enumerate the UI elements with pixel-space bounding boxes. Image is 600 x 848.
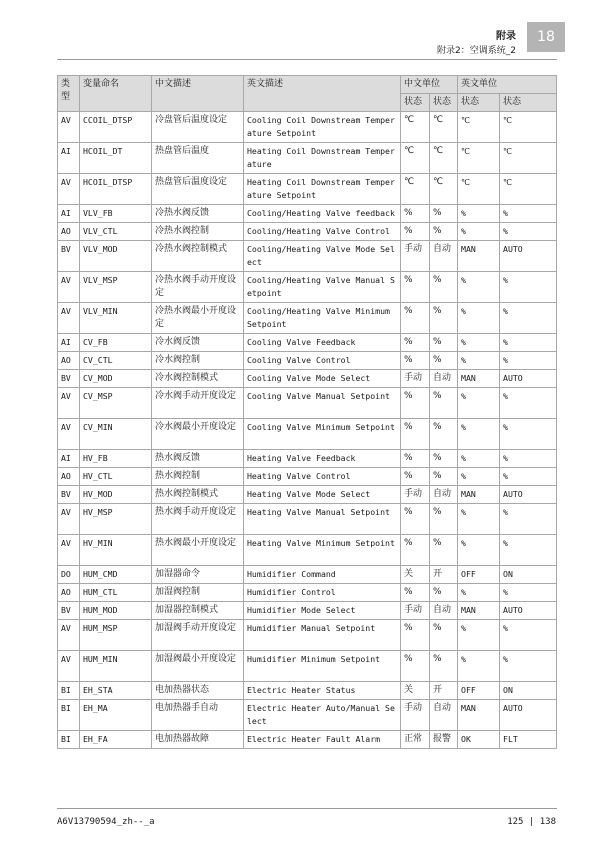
- cell-type: AV: [58, 535, 80, 566]
- cell-en-state-1: MAN: [458, 241, 500, 272]
- cell-zh-desc: 冷热水阀手动开度设定: [152, 272, 244, 303]
- cell-zh-state-1: %: [401, 223, 430, 241]
- cell-type: BV: [58, 241, 80, 272]
- header-zh-state-1: 状态: [401, 94, 430, 112]
- footer-page-number: 125 | 138: [507, 817, 556, 827]
- cell-var-name: CCOIL_DTSP: [80, 112, 152, 143]
- cell-zh-state-1: 关: [401, 682, 430, 700]
- cell-zh-state-2: 开: [430, 682, 458, 700]
- cell-en-state-1: %: [458, 535, 500, 566]
- cell-en-state-2: %: [500, 535, 557, 566]
- cell-en-desc: Cooling Coil Downstream Temperature Setpoint: [244, 112, 401, 143]
- cell-zh-desc: 热水阀控制: [152, 468, 244, 486]
- table-row: [58, 651, 557, 682]
- header-zh-unit: 中文单位: [401, 76, 458, 94]
- cell-en-state-2: ON: [500, 566, 557, 584]
- cell-zh-state-2: %: [430, 223, 458, 241]
- cell-en-state-2: %: [500, 205, 557, 223]
- cell-zh-state-2: %: [430, 535, 458, 566]
- cell-zh-desc: 冷盘管后温度设定: [152, 112, 244, 143]
- cell-en-state-1: %: [458, 334, 500, 352]
- cell-en-state-2: %: [500, 584, 557, 602]
- cell-zh-state-1: %: [401, 388, 430, 419]
- cell-var-name: HUM_CTL: [80, 584, 152, 602]
- table-row: [58, 419, 557, 450]
- cell-en-state-1: %: [458, 205, 500, 223]
- cell-en-desc: Cooling/Heating Valve feedback: [244, 205, 401, 223]
- table-row: [58, 450, 557, 468]
- cell-zh-state-1: ℃: [401, 174, 430, 205]
- cell-zh-state-2: %: [430, 303, 458, 334]
- cell-zh-state-2: ℃: [430, 174, 458, 205]
- cell-en-desc: Electric Heater Status: [244, 682, 401, 700]
- table-row: [58, 205, 557, 223]
- table-row: [58, 272, 557, 303]
- cell-en-state-1: %: [458, 504, 500, 535]
- cell-zh-desc: 热水阀反馈: [152, 450, 244, 468]
- cell-var-name: HV_MSP: [80, 504, 152, 535]
- cell-en-desc: Cooling/Heating Valve Minimum Setpoint: [244, 303, 401, 334]
- cell-en-state-1: %: [458, 272, 500, 303]
- cell-zh-state-1: 手动: [401, 486, 430, 504]
- cell-zh-desc: 冷热水阀最小开度设定: [152, 303, 244, 334]
- cell-zh-desc: 热水阀控制模式: [152, 486, 244, 504]
- table-row: [58, 504, 557, 535]
- cell-var-name: HV_FB: [80, 450, 152, 468]
- cell-zh-state-2: 自动: [430, 700, 458, 731]
- cell-zh-state-2: %: [430, 468, 458, 486]
- cell-zh-desc: 加湿阀手动开度设定: [152, 620, 244, 651]
- cell-en-desc: Humidifier Minimum Setpoint: [244, 651, 401, 682]
- cell-zh-desc: 冷水阀手动开度设定: [152, 388, 244, 419]
- cell-var-name: EH_MA: [80, 700, 152, 731]
- cell-zh-desc: 冷水阀控制: [152, 352, 244, 370]
- cell-zh-desc: 电加热器手自动: [152, 700, 244, 731]
- cell-zh-state-1: 手动: [401, 241, 430, 272]
- cell-zh-state-2: ℃: [430, 112, 458, 143]
- cell-type: AO: [58, 468, 80, 486]
- cell-en-desc: Cooling/Heating Valve Mode Select: [244, 241, 401, 272]
- cell-en-state-2: AUTO: [500, 370, 557, 388]
- cell-zh-state-2: ℃: [430, 143, 458, 174]
- cell-type: AO: [58, 223, 80, 241]
- cell-zh-state-2: %: [430, 388, 458, 419]
- cell-var-name: VLV_MIN: [80, 303, 152, 334]
- table-row: [58, 486, 557, 504]
- header-zh-state-2: 状态: [430, 94, 458, 112]
- cell-zh-state-2: %: [430, 584, 458, 602]
- header-en-unit: 英文单位: [458, 76, 557, 94]
- cell-en-state-2: AUTO: [500, 602, 557, 620]
- cell-en-state-2: ℃: [500, 112, 557, 143]
- cell-en-desc: Cooling Valve Minimum Setpoint: [244, 419, 401, 450]
- cell-var-name: HUM_MSP: [80, 620, 152, 651]
- cell-en-state-2: AUTO: [500, 700, 557, 731]
- cell-en-desc: Heating Valve Control: [244, 468, 401, 486]
- header-en-desc: 英文描述: [244, 76, 401, 112]
- table-row: [58, 602, 557, 620]
- cell-type: BV: [58, 486, 80, 504]
- cell-en-state-2: %: [500, 352, 557, 370]
- cell-zh-state-2: %: [430, 352, 458, 370]
- table-row: [58, 468, 557, 486]
- cell-var-name: HUM_MIN: [80, 651, 152, 682]
- cell-zh-state-2: 开: [430, 566, 458, 584]
- cell-zh-state-1: 手动: [401, 602, 430, 620]
- table-row: [58, 241, 557, 272]
- cell-type: AV: [58, 419, 80, 450]
- cell-en-state-2: ℃: [500, 143, 557, 174]
- cell-zh-desc: 热水阀最小开度设定: [152, 535, 244, 566]
- cell-zh-desc: 加湿器命令: [152, 566, 244, 584]
- cell-zh-state-2: 自动: [430, 602, 458, 620]
- cell-type: BV: [58, 602, 80, 620]
- table-row: [58, 731, 557, 749]
- cell-type: BI: [58, 700, 80, 731]
- cell-en-state-1: OFF: [458, 566, 500, 584]
- header-var-name: 变量命名: [80, 76, 152, 112]
- header-en-state-1: 状态: [458, 94, 500, 112]
- cell-en-state-2: %: [500, 450, 557, 468]
- cell-en-state-2: %: [500, 504, 557, 535]
- cell-en-state-2: %: [500, 388, 557, 419]
- cell-var-name: EH_FA: [80, 731, 152, 749]
- cell-en-state-2: %: [500, 272, 557, 303]
- cell-en-state-1: MAN: [458, 370, 500, 388]
- cell-en-state-2: %: [500, 651, 557, 682]
- cell-en-state-2: AUTO: [500, 486, 557, 504]
- table-row: [58, 700, 557, 731]
- cell-en-desc: Cooling Valve Manual Setpoint: [244, 388, 401, 419]
- cell-zh-state-1: %: [401, 272, 430, 303]
- cell-type: AV: [58, 174, 80, 205]
- cell-var-name: CV_FB: [80, 334, 152, 352]
- cell-en-state-1: %: [458, 584, 500, 602]
- cell-zh-state-1: %: [401, 468, 430, 486]
- cell-en-desc: Heating Coil Downstream Temperature Setpoint: [244, 174, 401, 205]
- cell-zh-state-1: 正常: [401, 731, 430, 749]
- cell-type: AI: [58, 450, 80, 468]
- cell-en-state-1: OK: [458, 731, 500, 749]
- cell-type: AV: [58, 303, 80, 334]
- cell-en-state-1: %: [458, 468, 500, 486]
- cell-zh-state-1: %: [401, 419, 430, 450]
- header-zh-desc: 中文描述: [152, 76, 244, 112]
- cell-en-desc: Electric Heater Fault Alarm: [244, 731, 401, 749]
- cell-zh-desc: 冷热水阀反馈: [152, 205, 244, 223]
- cell-type: AO: [58, 584, 80, 602]
- running-header-subtitle: 附录2：空调系统_2: [437, 46, 516, 56]
- table-row: [58, 584, 557, 602]
- cell-en-state-1: %: [458, 419, 500, 450]
- cell-zh-desc: 冷水阀反馈: [152, 334, 244, 352]
- cell-en-state-2: ON: [500, 682, 557, 700]
- cell-var-name: VLV_CTL: [80, 223, 152, 241]
- cell-en-desc: Humidifier Manual Setpoint: [244, 620, 401, 651]
- cell-en-desc: Cooling Valve Mode Select: [244, 370, 401, 388]
- cell-type: AO: [58, 352, 80, 370]
- cell-zh-state-1: 关: [401, 566, 430, 584]
- cell-zh-state-2: %: [430, 419, 458, 450]
- cell-en-state-1: %: [458, 450, 500, 468]
- cell-zh-desc: 热盘管后温度: [152, 143, 244, 174]
- cell-zh-state-1: 手动: [401, 370, 430, 388]
- cell-zh-desc: 电加热器故障: [152, 731, 244, 749]
- cell-zh-state-1: %: [401, 584, 430, 602]
- cell-zh-state-2: %: [430, 504, 458, 535]
- cell-zh-state-1: %: [401, 450, 430, 468]
- table-row: [58, 388, 557, 419]
- cell-en-state-2: AUTO: [500, 241, 557, 272]
- cell-zh-state-2: 报警: [430, 731, 458, 749]
- cell-en-state-1: MAN: [458, 700, 500, 731]
- cell-zh-state-2: 自动: [430, 486, 458, 504]
- cell-zh-state-1: ℃: [401, 143, 430, 174]
- table-row: [58, 682, 557, 700]
- cell-en-state-1: ℃: [458, 112, 500, 143]
- cell-zh-desc: 加湿器控制模式: [152, 602, 244, 620]
- table-row: [58, 174, 557, 205]
- cell-var-name: HUM_CMD: [80, 566, 152, 584]
- table-row: [58, 620, 557, 651]
- table-row: [58, 112, 557, 143]
- footer-doc-id: A6V13790594_zh--_a: [57, 817, 155, 827]
- cell-var-name: HCOIL_DTSP: [80, 174, 152, 205]
- cell-en-desc: Heating Valve Feedback: [244, 450, 401, 468]
- cell-en-desc: Humidifier Control: [244, 584, 401, 602]
- cell-en-state-2: FLT: [500, 731, 557, 749]
- cell-zh-state-2: %: [430, 651, 458, 682]
- cell-zh-state-2: 自动: [430, 370, 458, 388]
- cell-en-state-1: ℃: [458, 143, 500, 174]
- cell-en-desc: Electric Heater Auto/Manual Select: [244, 700, 401, 731]
- cell-var-name: VLV_MOD: [80, 241, 152, 272]
- cell-en-state-1: %: [458, 651, 500, 682]
- cell-var-name: HCOIL_DT: [80, 143, 152, 174]
- cell-en-state-2: %: [500, 468, 557, 486]
- header-type: 类型: [58, 76, 80, 112]
- cell-zh-desc: 冷热水阀控制模式: [152, 241, 244, 272]
- cell-en-state-2: ℃: [500, 174, 557, 205]
- cell-zh-state-1: %: [401, 620, 430, 651]
- cell-var-name: EH_STA: [80, 682, 152, 700]
- cell-zh-state-2: %: [430, 620, 458, 651]
- cell-var-name: HV_MIN: [80, 535, 152, 566]
- cell-zh-desc: 热水阀手动开度设定: [152, 504, 244, 535]
- table-row: [58, 535, 557, 566]
- cell-en-state-1: OFF: [458, 682, 500, 700]
- cell-zh-state-2: 自动: [430, 241, 458, 272]
- cell-zh-desc: 热盘管后温度设定: [152, 174, 244, 205]
- cell-var-name: CV_MIN: [80, 419, 152, 450]
- cell-zh-state-1: %: [401, 352, 430, 370]
- cell-zh-state-2: %: [430, 205, 458, 223]
- cell-en-state-2: %: [500, 620, 557, 651]
- cell-type: AI: [58, 334, 80, 352]
- cell-zh-desc: 加湿阀最小开度设定: [152, 651, 244, 682]
- cell-en-desc: Heating Valve Manual Setpoint: [244, 504, 401, 535]
- cell-var-name: VLV_FB: [80, 205, 152, 223]
- cell-type: AI: [58, 143, 80, 174]
- cell-var-name: CV_MOD: [80, 370, 152, 388]
- cell-zh-state-1: %: [401, 651, 430, 682]
- footer-divider: [57, 808, 557, 809]
- variable-table: [57, 75, 557, 749]
- cell-en-state-1: MAN: [458, 486, 500, 504]
- cell-en-desc: Humidifier Mode Select: [244, 602, 401, 620]
- table-row: [58, 334, 557, 352]
- cell-zh-state-1: ℃: [401, 112, 430, 143]
- cell-en-state-1: %: [458, 352, 500, 370]
- cell-en-desc: Heating Valve Mode Select: [244, 486, 401, 504]
- table-row: [58, 143, 557, 174]
- chapter-badge: 18: [527, 22, 565, 52]
- table-row: [58, 370, 557, 388]
- cell-type: AV: [58, 112, 80, 143]
- cell-en-desc: Cooling Valve Control: [244, 352, 401, 370]
- cell-type: AI: [58, 205, 80, 223]
- cell-en-state-2: %: [500, 223, 557, 241]
- cell-en-state-2: %: [500, 419, 557, 450]
- cell-zh-state-2: %: [430, 334, 458, 352]
- cell-type: BI: [58, 682, 80, 700]
- cell-en-state-2: %: [500, 334, 557, 352]
- cell-en-desc: Cooling Valve Feedback: [244, 334, 401, 352]
- cell-type: AV: [58, 651, 80, 682]
- cell-en-state-1: %: [458, 388, 500, 419]
- cell-zh-state-1: %: [401, 535, 430, 566]
- cell-en-state-1: ℃: [458, 174, 500, 205]
- table-row: [58, 352, 557, 370]
- cell-en-desc: Cooling/Heating Valve Manual Setpoint: [244, 272, 401, 303]
- cell-zh-state-2: %: [430, 450, 458, 468]
- cell-type: BV: [58, 370, 80, 388]
- cell-var-name: HV_MOD: [80, 486, 152, 504]
- table-row: [58, 223, 557, 241]
- table-row: [58, 303, 557, 334]
- cell-var-name: CV_CTL: [80, 352, 152, 370]
- header-divider: [57, 59, 557, 60]
- cell-type: BI: [58, 731, 80, 749]
- cell-en-state-1: %: [458, 620, 500, 651]
- cell-zh-state-1: 手动: [401, 700, 430, 731]
- cell-zh-desc: 冷热水阀控制: [152, 223, 244, 241]
- cell-zh-desc: 冷水阀控制模式: [152, 370, 244, 388]
- cell-var-name: HV_CTL: [80, 468, 152, 486]
- cell-en-desc: Heating Coil Downstream Temperature: [244, 143, 401, 174]
- cell-type: AV: [58, 504, 80, 535]
- cell-zh-desc: 加湿阀控制: [152, 584, 244, 602]
- cell-type: AV: [58, 388, 80, 419]
- cell-en-desc: Heating Valve Minimum Setpoint: [244, 535, 401, 566]
- cell-var-name: HUM_MOD: [80, 602, 152, 620]
- table-row: [58, 566, 557, 584]
- running-header-title: 附录: [496, 31, 516, 42]
- cell-zh-state-2: %: [430, 272, 458, 303]
- cell-en-state-1: %: [458, 223, 500, 241]
- cell-zh-state-1: %: [401, 205, 430, 223]
- cell-en-desc: Cooling/Heating Valve Control: [244, 223, 401, 241]
- cell-zh-state-1: %: [401, 334, 430, 352]
- cell-en-state-1: %: [458, 303, 500, 334]
- cell-var-name: VLV_MSP: [80, 272, 152, 303]
- cell-type: AV: [58, 272, 80, 303]
- cell-en-desc: Humidifier Command: [244, 566, 401, 584]
- cell-var-name: CV_MSP: [80, 388, 152, 419]
- cell-en-state-1: MAN: [458, 602, 500, 620]
- cell-zh-state-1: %: [401, 504, 430, 535]
- cell-zh-desc: 冷水阀最小开度设定: [152, 419, 244, 450]
- cell-type: AV: [58, 620, 80, 651]
- cell-zh-state-1: %: [401, 303, 430, 334]
- cell-type: DO: [58, 566, 80, 584]
- header-en-state-2: 状态: [500, 94, 557, 112]
- cell-zh-desc: 电加热器状态: [152, 682, 244, 700]
- cell-en-state-2: %: [500, 303, 557, 334]
